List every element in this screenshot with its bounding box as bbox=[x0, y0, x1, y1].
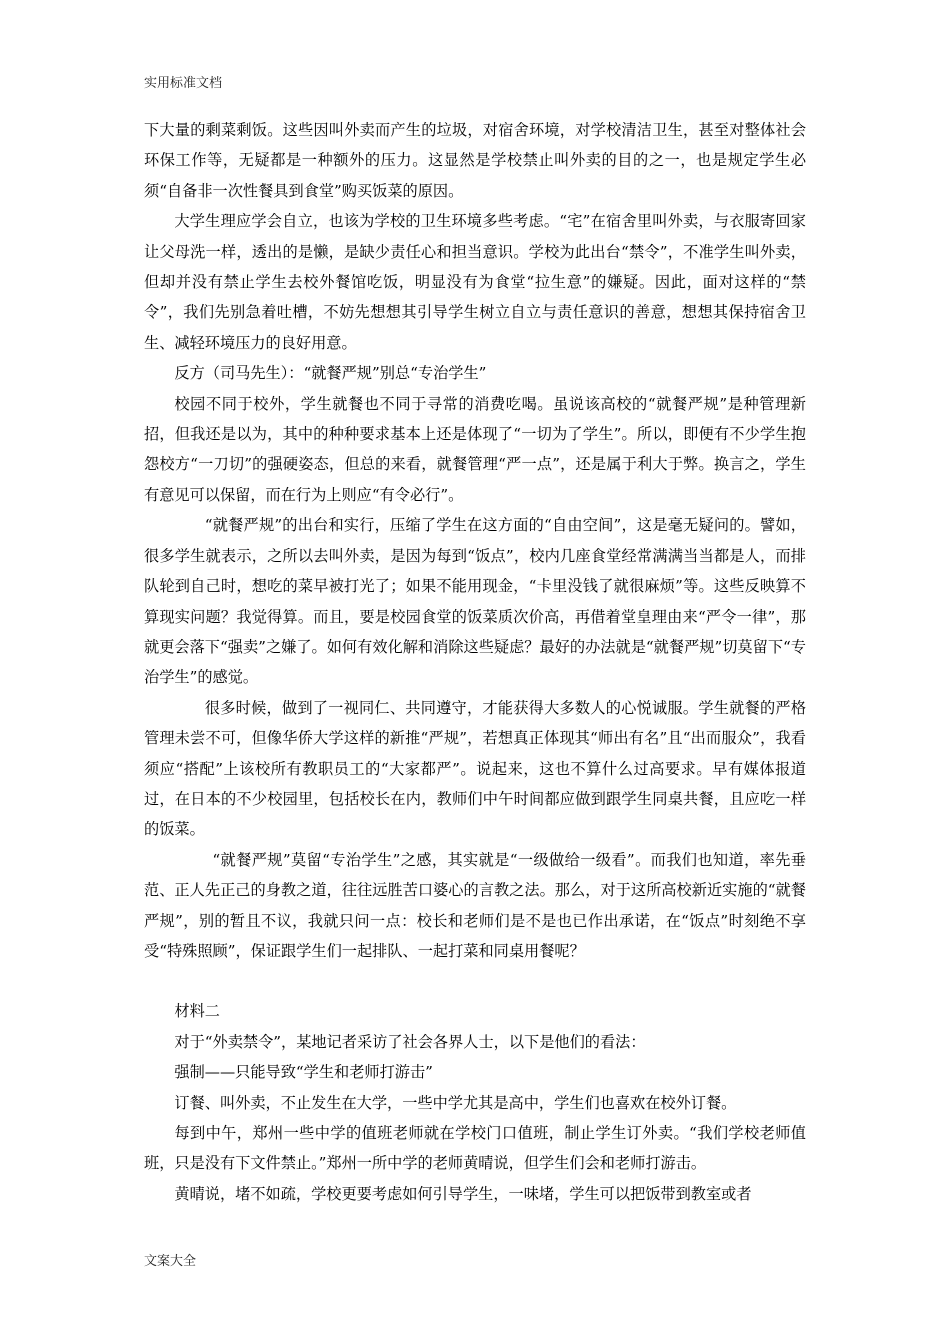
paragraph: “就餐严规”莫留“专治学生”之感，其实就是“一级做给一级看”。而我们也知道，率先垂范、正人先正己的身教之道，往往远胜苦口婆心的言教之法。那么，对于这所高校新近实施的“就餐严规”，别的暂且不议，我就只问一点：校长和老师们是不是也已作出承诺，在“饭点”时刻绝不享受“特殊照顾”，保证跟学生们一起排队、一起打菜和同桌用餐呢？ bbox=[144, 850, 806, 960]
section-heading: 材料二 bbox=[174, 1002, 220, 1021]
paragraph: 大学生理应学会自立，也该为学校的卫生环境多些考虑。“宅”在宿舍里叫外卖，与衣服寄回家让父母洗一样，透出的是懒，是缺少责任心和担当意识。学校为此出台“禁令”，不准学生叫外卖，但却并没有禁止学生去校外餐馆吃饭，明显没有为食堂“拉生意”的嫌疑。因此，面对这样的“禁令”，我们先别急着吐槽，不妨先想想其引导学生树立自立与责任意识的善意，想想其保持宿舍卫生、减轻环境压力的良好用意。 bbox=[144, 212, 806, 352]
document-body bbox=[144, 115, 806, 1209]
paragraph: “就餐严规”的出台和实行，压缩了学生在这方面的“自由空间”，这是毫无疑问的。譬如，很多学生就表示，之所以去叫外卖，是因为每到“饭点”，校内几座食堂经常满满当当都是人，而排队轮到自己时，想吃的菜早被打光了；如果不能用现金，“卡里没钱了就很麻烦”等。这些反映算不算现实问题？我觉得算。而且，要是校园食堂的饭菜质次价高，再借着堂皇理由来“严令一律”，那就更会落下“强卖”之嫌了。如何有效化解和消除这些疑虑？最好的办法就是“就餐严规”切莫留下“专治学生”的感觉。 bbox=[144, 516, 806, 687]
page-header: 实用标准文档 bbox=[144, 76, 223, 91]
subheading: 强制——只能导致“学生和老师打游击” bbox=[174, 1063, 433, 1082]
paragraph: 下大量的剩菜剩饭。这些因叫外卖而产生的垃圾，对宿舍环境，对学校清洁卫生，甚至对整体社会环保工作等，无疑都是一种额外的压力。这显然是学校禁止叫外卖的目的之一，也是规定学生必须“自备非一次性餐具到食堂”购买饭菜的原因。 bbox=[144, 121, 806, 200]
section-heading: 反方（司马先生）：“就餐严规”别总“专治学生” bbox=[174, 364, 487, 383]
paragraph: 黄晴说，堵不如疏，学校更要考虑如何引导学生，一味堵，学生可以把饭带到教室或者 bbox=[174, 1184, 752, 1203]
page-footer: 文案大全 bbox=[144, 1254, 197, 1269]
paragraph: 订餐、叫外卖，不止发生在大学，一些中学尤其是高中，学生们也喜欢在校外订餐。 bbox=[174, 1093, 737, 1112]
paragraph: 每到中午，郑州一些中学的值班老师就在学校门口值班，制止学生订外卖。“我们学校老师值班，只是没有下文件禁止。”郑州一所中学的老师黄晴说，但学生们会和老师打游击。 bbox=[144, 1124, 806, 1173]
paragraph: 校园不同于校外，学生就餐也不同于寻常的消费吃喝。虽说该高校的“就餐严规”是种管理新招，但我还是以为，其中的种种要求基本上还是体现了“一切为了学生”。所以，即便有不少学生抱怨校方“一刀切”的强硬姿态，但总的来看，就餐管理“严一点”，还是属于利大于弊。换言之，学生有意见可以保留，而在行为上则应“有令必行”。 bbox=[144, 394, 806, 504]
spacer bbox=[144, 966, 806, 996]
paragraph: 很多时候，做到了一视同仁、共同遵守，才能获得大多数人的心悦诚服。学生就餐的严格管理未尝不可，但像华侨大学这样的新推“严规”，若想真正体现其“师出有名”且“出而服众”，我看须应“搭配”上该校所有教职员工的“大家都严”。说起来，这也不算什么过高要求。早有媒体报道过，在日本的不少校园里，包括校长在内，教师们中午时间都应做到跟学生同桌共餐，且应吃一样的饭菜。 bbox=[144, 698, 806, 839]
paragraph: 对于“外卖禁令”，某地记者采访了社会各界人士，以下是他们的看法： bbox=[174, 1032, 646, 1051]
